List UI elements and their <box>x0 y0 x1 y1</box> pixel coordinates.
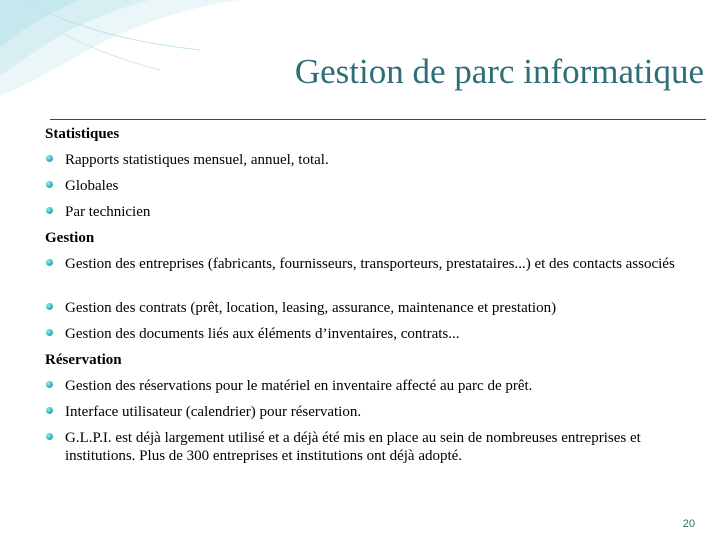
section-heading-reservation: Réservation <box>45 352 122 368</box>
list-item <box>45 177 685 203</box>
bullet-icon <box>46 259 53 266</box>
list-item <box>45 203 685 229</box>
list-item <box>45 403 685 429</box>
list-item-text: Par technicien <box>65 204 151 220</box>
bullet-icon <box>46 329 53 336</box>
bullet-icon <box>46 155 53 162</box>
section-heading-gestion: Gestion <box>45 230 95 246</box>
list-item-text: Gestion des documents liés aux éléments d’inventaires, contrats... <box>65 326 460 342</box>
list-item-text: Gestion des réservations pour le matériel en inventaire affecté au parc de prêt. <box>65 378 533 394</box>
list-item <box>45 299 685 325</box>
list-item <box>45 325 685 351</box>
bullet-icon <box>46 207 53 214</box>
section-heading-statistiques: Statistiques <box>45 126 120 142</box>
list-item-text: Rapports statistiques mensuel, annuel, total. <box>65 152 329 168</box>
list-item-text: Interface utilisateur (calendrier) pour réservation. <box>65 404 362 420</box>
list-item-text: Gestion des entreprises (fabricants, fournisseurs, transporteurs, prestataires...) et des contacts associés <box>65 256 675 272</box>
list-item-text: G.L.P.I. est déjà largement utilisé et a déjà été mis en place au sein de nombreuses entreprises et institutions. Plus de 300 entreprises et institutions ont déjà adopté. <box>65 430 641 464</box>
bullet-icon <box>46 433 53 440</box>
slide-title: Gestion de parc informatique <box>294 52 704 91</box>
list-item <box>45 429 685 473</box>
list-item-text: Gestion des contrats (prêt, location, leasing, assurance, maintenance et prestation) <box>65 300 557 316</box>
slide-content <box>45 125 685 473</box>
bullet-icon <box>46 303 53 310</box>
list-item-text: Globales <box>65 178 119 194</box>
bullet-icon <box>46 381 53 388</box>
list-item <box>45 255 685 299</box>
bullet-icon <box>46 407 53 414</box>
title-divider <box>50 119 706 120</box>
bullet-icon <box>46 181 53 188</box>
list-item <box>45 377 685 403</box>
list-item <box>45 151 685 177</box>
page-number: 20 <box>682 518 695 530</box>
